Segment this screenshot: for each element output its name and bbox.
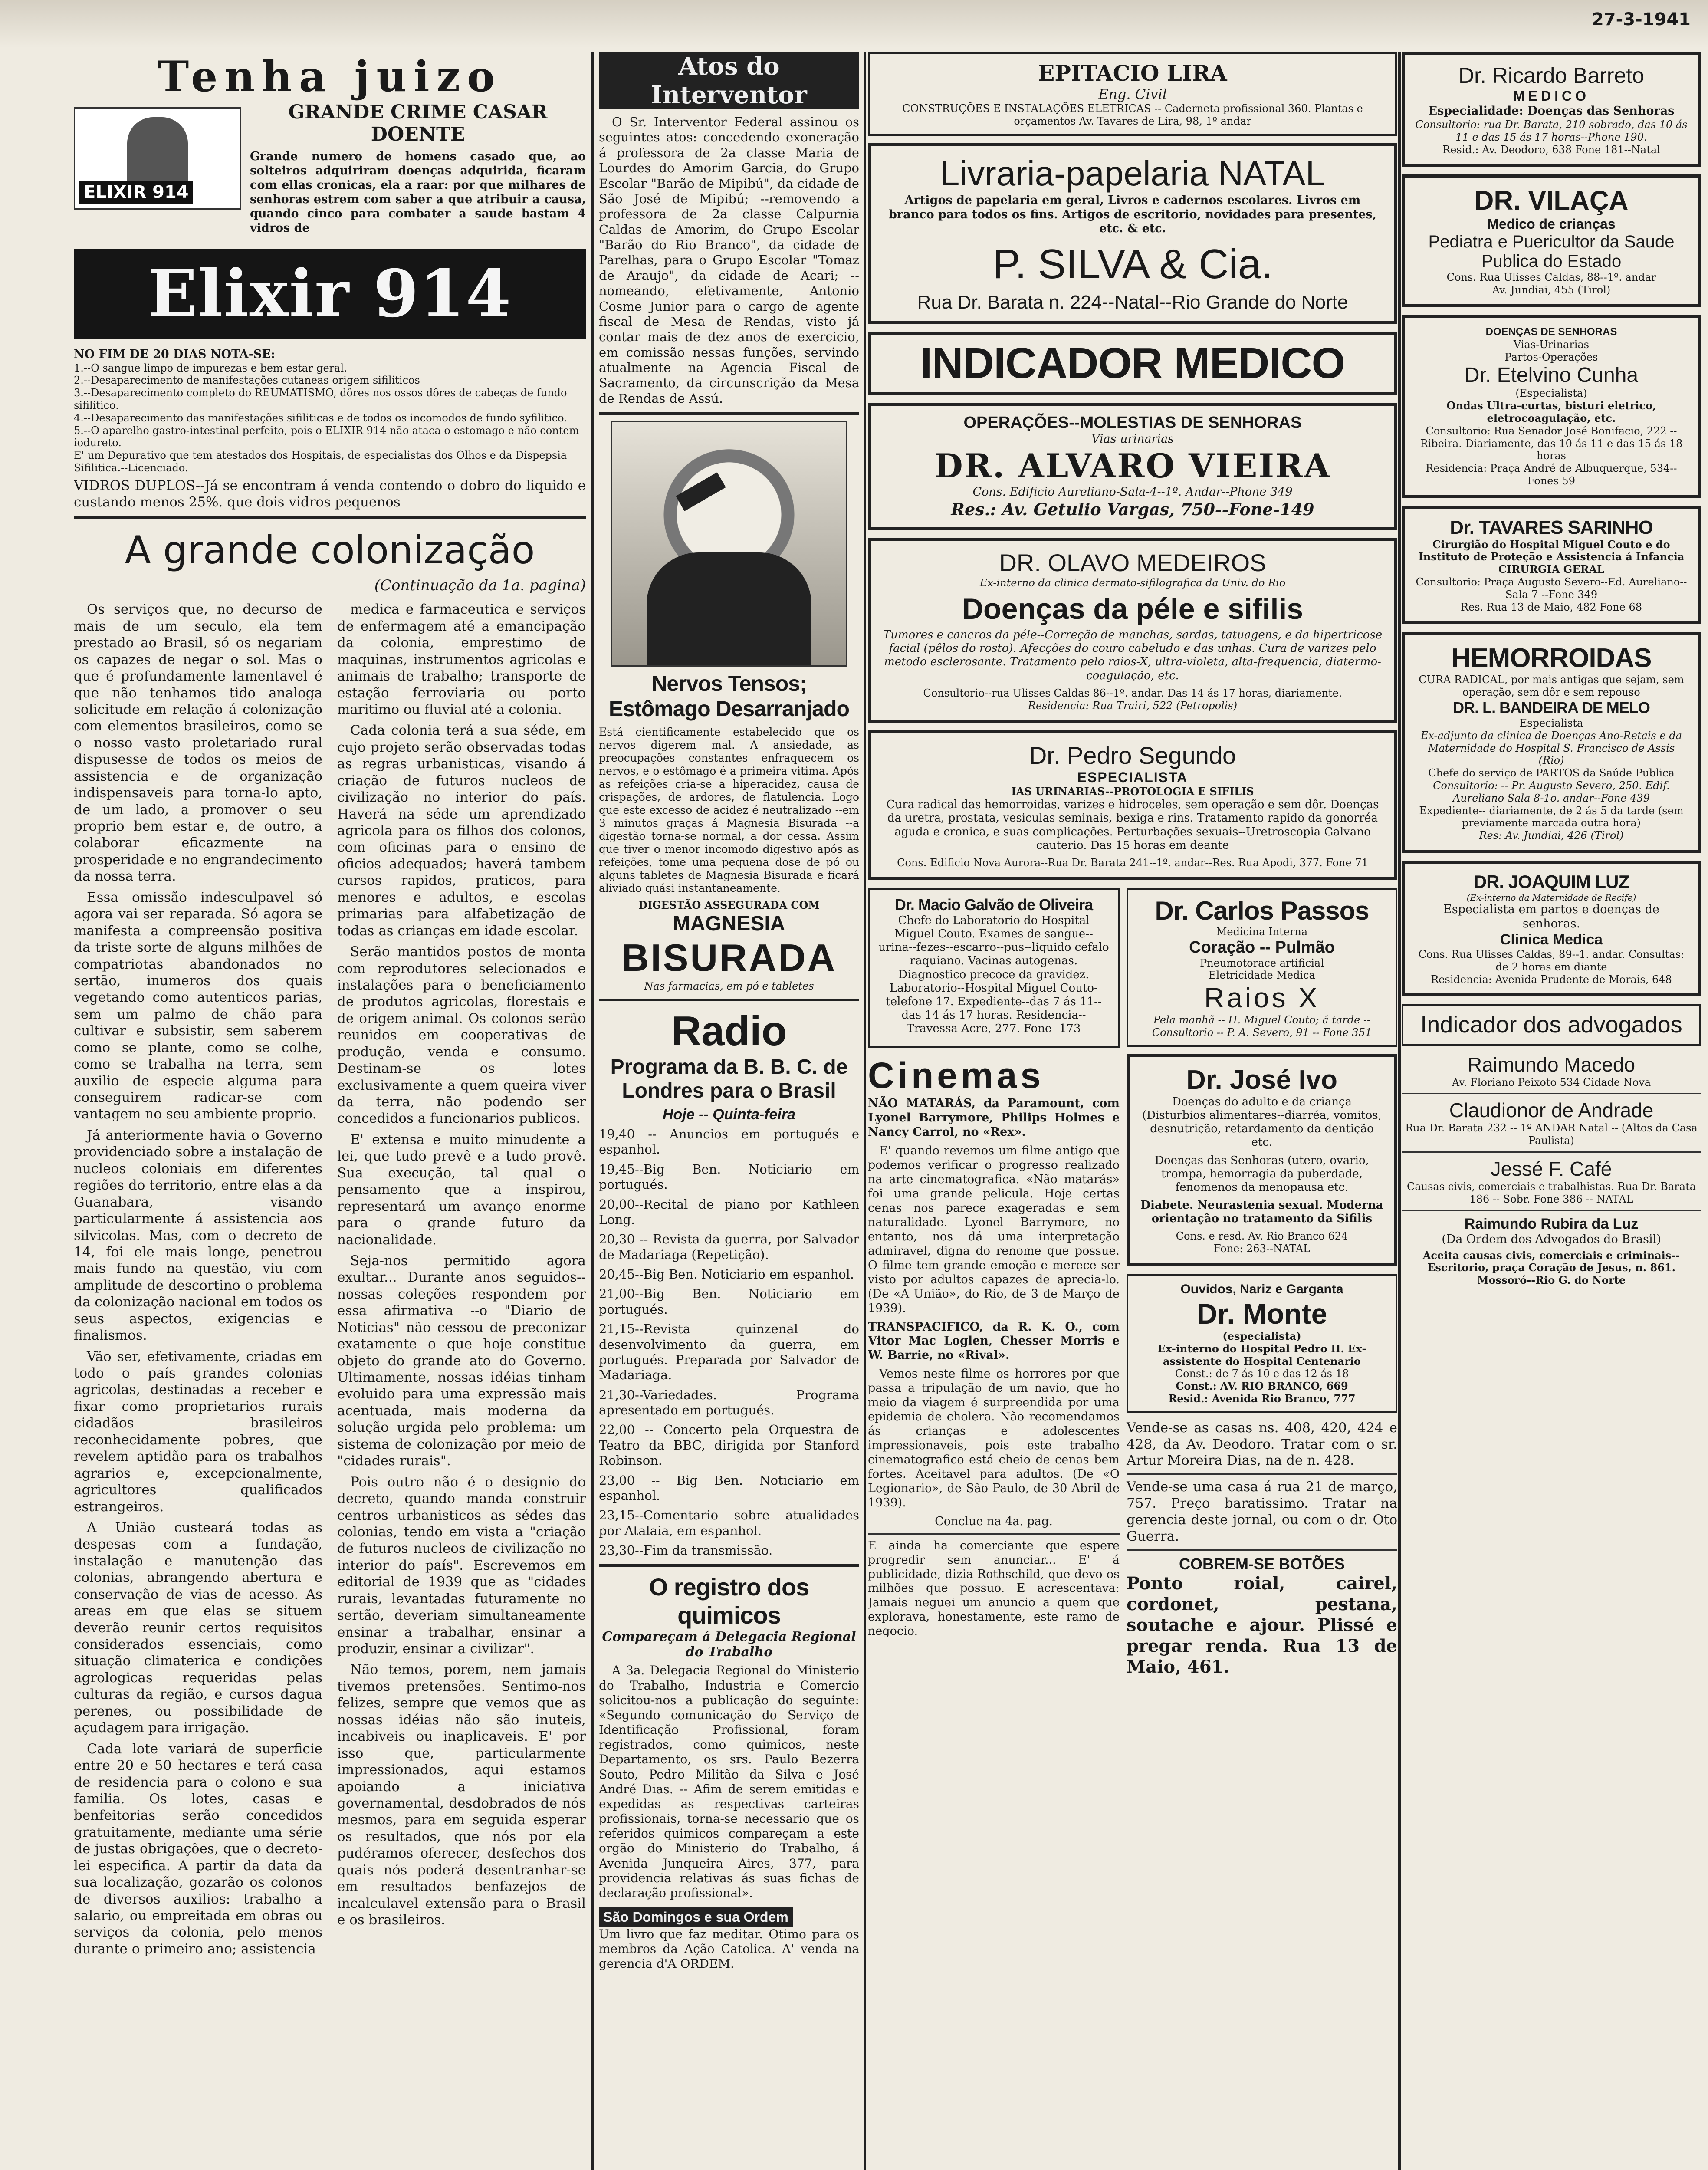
lawyer-name: Raimundo Macedo: [1467, 1053, 1636, 1076]
sarinho-cons: Consultorio: Praça Augusto Severo--Ed. Aureliano--Sala 7 --Fone 349: [1416, 576, 1687, 601]
article-paragraph: Essa omissão indesculpavel só agora vai ser reparada. Só agora se manifesta a compreensão positiva da triste sorte de alguns milhões de compatriotas abandonados no sertão, inumeros dos quais vegetando como autenticos parias, sem um palmo de chão para cultivar e subsistir, sem saberem como se plante, como se colhe, como se trabalha na terra, sem auxilio de especie alguma para conseguirem radicar-se com vantagem no seu ambiente proprio.: [74, 889, 322, 1122]
radio-day: Hoje -- Quinta-feira: [662, 1106, 796, 1123]
elixir-sub2: DOENTE: [371, 123, 465, 145]
book-box-title: São Domingos e sua Ordem: [599, 1907, 793, 1927]
list-item: 21,15--Revista quinzenal do desenvolvimento da guerra, em portugués. Preparada por Salvador de Madariaga.: [599, 1322, 859, 1383]
divider: [1402, 1093, 1701, 1094]
sarinho-name: Dr. TAVARES SARINHO: [1450, 516, 1653, 538]
hemorroidas-name: DR. L. BANDEIRA DE MELO: [1453, 699, 1650, 717]
monte-cons: Const.: de 7 ás 10 e das 12 ás 18: [1175, 1368, 1349, 1380]
elixir-badge: ELIXIR 914: [79, 181, 193, 204]
pedro-name: Dr. Pedro Segundo: [1029, 742, 1236, 769]
vilaca-text: Pediatra e Puericultor da Saude Publica do Estado: [1428, 232, 1675, 271]
passos-text: Pela manhã -- H. Miguel Couto; á tarde -- Consultorio -- P. A. Severo, 91 -- Fone 351: [1152, 1014, 1372, 1039]
list-item: 23,15--Comentario sobre atualidades por Atalaia, em espanhol.: [599, 1508, 859, 1538]
alvaro-spec: OPERAÇÕES--MOLESTIAS DE SENHORAS: [963, 414, 1302, 432]
article-paragraph: Cada colonia terá a sua séde, em cujo projeto serão observadas todas as regras urbanisticas, visando á criação de futuros nucleos de civilização no interior do país. Haverá na séde um aprendizado agricola para os filhos dos colonos, com oficinas para o ensino de oficios adequados; haverá tambem cursos rapidos, praticos, para menores e adultos, e escolas primarias para alfabetização de todas as crianças em idade escolar.: [337, 723, 586, 939]
epitacio-card: [868, 52, 1397, 136]
hemorroidas-chefe: Chefe do serviço de PARTOS da Saúde Publica: [1428, 767, 1675, 779]
ivo-name: Dr. José Ivo: [1186, 1065, 1338, 1095]
luz-card: [1402, 861, 1701, 996]
ricardo-card: [1402, 52, 1701, 167]
epitacio-text: CONSTRUÇÕES E INSTALAÇÕES ELETRICAS -- Caderneta profissional 360. Plantas e orçamentos Av. Tavares de Lira, 98, 1º andar: [902, 102, 1363, 127]
page-date: 27-3-1941: [1591, 10, 1691, 30]
monte-spec: Ouvidos, Nariz e Garganta: [1180, 1282, 1343, 1297]
alvaro-name: DR. ALVARO VIEIRA: [934, 447, 1331, 486]
man-on-phone-illustration: [611, 421, 847, 667]
quimicos-subtitle: Compareçam á Delegacia Regional do Trabalho: [602, 1629, 856, 1660]
hemorroidas-text2: Ex-adjunto da clinica de Doenças Ano-Retais e da Maternidade do Hospital S. Francisco de Assis (Rio): [1420, 729, 1682, 767]
radio-subtitle: Programa da B. B. C. de Londres para o Brasil: [610, 1055, 848, 1102]
passos-raios: Raios X: [1204, 982, 1320, 1014]
quimicos-body: A 3a. Delegacia Regional do Ministerio do Trabalho, Industria e Comercio solicitou-nos a publicação do seguinte: «Segundo comunicação do Serviço de Identificação Profissional, foram registrados, como quimicos, neste Departamento, os srs. Paulo Bezerra Souto, Pedro Militão da Silva e José André Dias. -- Afim de serem emitidas e expedidas as respectivas carteiras profissionais, torna-se necessario que os referidos quimicos compareçam a este orgão do Ministerio do Trabalho, á Avenida Junqueira Aires, 377, para providencia relativas ás suas fichas de declaração profissional».: [599, 1663, 859, 1900]
radio-title: Radio: [671, 1007, 787, 1054]
divider: [1402, 1151, 1701, 1153]
livraria-firm: P. SILVA & Cia.: [992, 241, 1273, 288]
interventor-body: O Sr. Interventor Federal assinou os seguintes atos: concedendo exoneração á professora de 2a classe Maria de Lourdes do Amorim Garcia, do Grupo Escolar "Barão de Mipibú", da cidade de São José de Mipibú; --removendo a professora de 2a classe Calpurnia Caldas de Amorim, do Grupo Escolar "Barão do Rio Branco", da cidade de Parelhas, para o Grupo Escolar "Tomaz de Araujo", da cidade de Acari; --nomeando, efetivamente, Antonio Cosme Junior para o cargo de agente fiscal de Mesa de Rendas, visto já contar mais de dez anos de exercicio, em comissão nessas funções, servindo atualmente na Agencia Fiscal de Sacramento, da circunscrição da Mesa de Rendas de Assú.: [599, 115, 859, 406]
alvaro-card: [868, 403, 1397, 530]
column-left: [74, 52, 586, 2170]
ricardo-role: MEDICO: [1513, 88, 1590, 104]
olavo-heading: Doenças da péle e sifilis: [962, 592, 1304, 626]
ad-brand-1: MAGNESIA: [673, 912, 785, 935]
livraria-ad: [868, 143, 1397, 325]
sarinho-card: [1402, 506, 1701, 625]
quimicos-section: [599, 1573, 859, 1971]
divider: [599, 999, 859, 1001]
ricardo-res: Resid.: Av. Deodoro, 638 Fone 181--Natal: [1442, 143, 1660, 156]
passos-line2: Eletricidade Medica: [1209, 969, 1315, 982]
article-paragraph: medica e farmaceutica e serviços de enfermagem até a emancipação da colonia, emprestimo de maquinas, instrumentos agricolas e animais de trabalho; transporte de estação ferroviaria ou porto maritimo ou fluvial até a colonia.: [337, 602, 586, 717]
alvaro-spec2: Vias urinarias: [1091, 432, 1174, 446]
list-item: 21,30--Variedades. Programa apresentado em portugués.: [599, 1387, 859, 1418]
article-paragraph: Já anteriormente havia o Governo providenciado sobre a instalação de nucleos coloniais em diferentes regiões do territorio, entre elas a da Guanabara, visando particularmente á assistencia aos silvicolas. Mas, com o decreto de 14, foi ele mais longe, penetrou mais fundo na questão, viu com amplitude de descortino o problema da colonização nacional em todos os seus aspectos, exigencias e finalismos.: [74, 1127, 322, 1344]
article-paragraph: A União custeará todas as despesas com a fundação, instalação e manutenção das colonias, abrangendo abertura e conservação de vias de acesso. As areas em que elas se situem deverão reunir certos requisitos considerados essenciais, como situação climaterica e condições agrologicas requeridas pelas culturas da região, e cursos dagua perenes, ou possibilidade de açudagem para irrigação.: [74, 1519, 322, 1736]
telephone-icon: [676, 472, 726, 511]
quimicos-title: O registro dos quimicos: [649, 1573, 809, 1629]
vilaca-spec: Medico de crianças: [1487, 216, 1616, 232]
etelvino-res: Residencia: Praça André de Albuquerque, 534--Fones 59: [1426, 462, 1677, 487]
luz-spec: Especialista em partos e doenças de senhoras.: [1443, 903, 1659, 930]
lawyer-last: Aceita causas civis, comerciais e criminais--Escritorio, praça Coração de Jesus, n. 861. Mossoró--Rio G. do Norte: [1422, 1249, 1680, 1287]
olavo-res: Residencia: Rua Trairi, 522 (Petropolis): [1028, 699, 1238, 712]
pedro-spec2: IAS URINARIAS--PROTOLOGIA E SIFILIS: [1011, 785, 1254, 798]
monte-name: Dr. Monte: [1196, 1298, 1327, 1330]
list-item: 20,00--Recital de piano por Kathleen Long.: [599, 1197, 859, 1227]
livraria-title: Livraria-papelaria NATAL: [940, 154, 1325, 193]
hemorroidas-spec: Especialista: [1519, 717, 1583, 730]
column-rule: [864, 52, 866, 2170]
elixir-list-title: NO FIM DE 20 DIAS NOTA-SE:: [74, 347, 275, 361]
elixir-list: [74, 362, 586, 474]
divider: [599, 1564, 859, 1567]
ricardo-spec: Especialidade: Doenças das Senhoras: [1428, 104, 1675, 118]
sarinho-text: Cirurgião do Hospital Miguel Couto e do Instituto de Proteção e Assistencia á Infancia: [1418, 538, 1685, 563]
ad-body: Está cientificamente estabelecido que os nervos digerem mal. A ansiedade, as preocupações constantes enfraquecem os nervos, e o estômago é a primeira vitima. Após as refeições cria-se a hiperacidez, causa de crispações, de ardores, de flatulencia. Logo que este excesso de acidez é neutralizado --em 3 minutos graças á Magnesia Bisurada --a digestão torna-se normal, a dor cessa. Assim que tiver o menor incomodo digestivo após as refeições, tome uma pequena dose de pó ou alguns tabletes de Magnesia Bisurada e ficará aliviado quási instantaneamente.: [599, 726, 859, 895]
ad-tag: DIGESTÃO ASSEGURADA COM: [638, 899, 820, 912]
vende-ad-2: Vende-se uma casa á rua 21 de março, 757. Preço baratissimo. Tratar na gerencia deste jornal, ou com o dr. Oto Guerra.: [1127, 1479, 1397, 1544]
list-item: 20,45--Big Ben. Noticiario em espanhol.: [599, 1267, 854, 1282]
hemorroidas-res: Res: Av. Jundiai, 426 (Tirol): [1479, 829, 1624, 842]
list-item: 23,00 -- Big Ben. Noticiario em espanhol.: [599, 1473, 859, 1503]
column-right: [1402, 52, 1701, 2170]
botoes-title: COBREM-SE BOTÕES: [1179, 1555, 1345, 1573]
article-paragraph: E' extensa e muito minudente a lei, que tudo prevê e a tudo provê. Sua execução, tal qual o pensamento que a inspirou, representará um avanço enorme para o grande futuro da nacionalidade.: [337, 1131, 586, 1248]
olavo-cons: Consultorio--rua Ulisses Caldas 86--1º. andar. Das 14 ás 17 horas, diariamente.: [923, 687, 1342, 699]
etelvino-cons: Consultorio: Rua Senador José Bonifacio, 222 -- Ribeira. Diariamente, das 10 ás 11 e das 15 ás 18 horas: [1420, 424, 1683, 462]
elixir-heading: Tenha juizo: [158, 52, 502, 101]
ricardo-name: Dr. Ricardo Barreto: [1458, 63, 1644, 88]
livraria-text: Artigos de papelaria em geral, Livros e cadernos escolares. Livros em branco para todos os fins. Artigos de escritorio, novidades para presentes, etc. & etc.: [889, 193, 1376, 236]
ad-brand-2: BISURADA: [621, 936, 837, 979]
vilaca-name: DR. VILAÇA: [1474, 186, 1629, 216]
list-item: 5.--O aparelho gastro-intestinal perfeito, pois o ELIXIR 914 não ataca o estomago e não contem iodureto.: [74, 424, 579, 449]
ricardo-cons: Consultorio: rua Dr. Barata, 210 sobrado, das 10 ás 11 e das 15 ás 17 horas--Phone 190.: [1415, 118, 1688, 143]
advogados-title: Indicador dos advogados: [1420, 1012, 1682, 1038]
doctor-row: [868, 888, 1397, 1682]
list-item: 2.--Desaparecimento de manifestações cutaneas origem sifiliticos: [74, 374, 420, 387]
luz-res: Residencia: Avenida Prudente de Morais, 648: [1431, 973, 1672, 986]
pedro-card: [868, 730, 1397, 880]
sarinho-res: Res. Rua 13 de Maio, 482 Fone 68: [1461, 601, 1642, 613]
galvao-card: [868, 888, 1120, 1048]
list-item: 3.--Desaparecimento completo do REUMATISMO, dôres nos ossos dôres de cabeças de fundo sifilitico.: [74, 387, 567, 411]
vilaca-card: [1402, 174, 1701, 307]
list-item: 21,00--Big Ben. Noticiario em portugués.: [599, 1286, 859, 1317]
hemorroidas-title: HEMORROIDAS: [1451, 643, 1652, 674]
elixir-ad: [74, 52, 586, 510]
ad-foot: Nas farmacias, em pó e tabletes: [644, 980, 814, 992]
passos-spec: Medicina Interna: [1216, 925, 1308, 938]
article-subtitle: (Continuação da 1a. pagina): [374, 577, 586, 595]
luz-cons: Cons. Rua Ulisses Caldas, 89--1. andar. Consultas: de 2 horas em diante: [1418, 948, 1685, 973]
botoes-text: Ponto roial, cairel, cordonet, pestana, soutache e ajour. Plissé e pregar renda. Rua 13 de Maio, 461.: [1127, 1573, 1397, 1677]
rothschild-text: E ainda ha comerciante que espere progredir sem anunciar... E' á publicidade, dizia Rothschild, que devo os milhões que possuo. E acrescentava: Jamais neguei um anuncio a quem que explorava, honestamente, este ramo de negocio.: [868, 1539, 1120, 1638]
article-paragraph: Vão ser, efetivamente, criadas em todo o país grandes colonias agricolas, destinadas a receber e fixar como proprietarios rurais cidadãos brasileiros reconhecidamente pobres, que revelem aptidão para os trabalhos agrarios e, excepcionalmente, agricultores qualificados estrangeiros.: [74, 1348, 322, 1515]
figure-icon: [127, 117, 188, 187]
elixir-closing: VIDROS DUPLOS--Já se encontram á venda contendo o dobro do liquido e custando menos 25%. que dois vidros pequenos: [74, 477, 586, 510]
lawyer-name: Raimundo Rubira da Luz: [1464, 1215, 1639, 1232]
list-item: 1.--O sangue limpo de impurezas e bem estar geral.: [74, 362, 347, 374]
lawyer-addr: Av. Floriano Peixoto 534 Cidade Nova: [1452, 1076, 1651, 1088]
column-rule: [591, 52, 594, 2170]
galvao-text: Chefe do Laboratorio do Hospital Miguel Couto. Exames de sangue--urina--fezes--escarro--pus--liquido cefalo raquiano. Vacinas autogenas. Diagnostico precoce da gravidez. Laboratorio--Hospital Miguel Couto-telefone 17. Expediente--das 7 ás 11--das 14 ás 17 horas. Residencia--Travessa Acre, 277. Fone--173: [878, 914, 1109, 1036]
article-paragraph: Seja-nos permitido agora exultar... Durante anos seguidos--nossas coleções respondem por essa afirmativa --o "Diario de Noticias" não cessou de preconizar exatamente o que hoje constitue objeto do grande ato do Governo. Ultimamente, nossas idéias tinham evoluido para uma expressão mais acentuada, mais moderna da solução urgida pelo problema: um sistema de colonização por meio de "cidades rurais".: [337, 1253, 586, 1469]
article-body: [74, 601, 586, 1957]
etelvino-spec: DOENÇAS DE SENHORAS: [1485, 326, 1617, 338]
film-review: Vemos neste filme os horrores por que passa a tripulação de um navio, que ho meio da viagem é surpreendida por uma epidemia de cholera. Não recomendamos ás crianças e adolescentes impressionaveis, pois este trabalho cinematografico está cheio de cenas bem fortes. Aceitavel para adultos. (De «O Legionario», de São Paulo, de 30 Abril de 1939).: [868, 1367, 1120, 1509]
article-paragraph: Cada lote variará de superficie entre 20 e 50 hectares e terá casa de residencia para o colono e sua familia. Os lotes, casas e benfeitorias serão concedidos gratuitamente, mediante uma série de justas obrigações, que o decreto-lei especifica. A partir da data da sua localização, gozarão os colonos de diversos auxilios: trabalho a salario, ou empreitada em obras ou serviços da colonia, pelo menos durante o primeiro ano; assistencia: [74, 1741, 322, 1957]
column-center-right: [868, 52, 1397, 2170]
scan-edge-top: [0, 0, 1708, 48]
olavo-name: DR. OLAVO MEDEIROS: [999, 549, 1266, 577]
advogados-list: [1402, 1053, 1701, 1287]
luz-clin: Clinica Medica: [1500, 931, 1603, 948]
divider: [599, 412, 859, 415]
row-right: [1127, 888, 1397, 1682]
advogados-heading-box: [1402, 1004, 1701, 1046]
article-title: A grande colonização: [125, 528, 535, 573]
pedro-text: Cura radical das hemorroidas, varizes e hidroceles, sem operação e sem dôr. Doenças da uretra, prostata, vesiculas seminais, bexiga e rins. Tratamento rapido da gonorréa aguda e cronica, e suas complicações. Perturbações sexuais--Uretroscopia Galvano cauterio. Das 15 horas em deante: [886, 798, 1379, 852]
divider: [1402, 1210, 1701, 1211]
olavo-text: Tumores e cancros da péle--Correção de manchas, sardas, tatuagens, e da hipertricose facial (pêlos do rosto). Afecções do couro cabeludo e das unhas. Cura de varizes pelo metodo esclerosante. Tratamento pelo raios-X, ultra-violeta, alta-frequencia, diatermo-coagulação, etc.: [883, 628, 1383, 682]
article-paragraph: Não temos, porem, nem jamais tivemos pretensões. Sentimo-nos felizes, sempre que vemos que as nossas idéias não são inuteis, incabiveis ou inaplicaveis. E' por isso que, particularmente impressionados, aqui estamos apoiando a iniciativa governamental, desdobrados de nós mesmos, para em seguida esperar os resultados, que nós por ela pudéramos oferecer, desfechos dos quais nós poderá desentranhar-se em resultados benfazejos de incalculavel extensão para o Brasil e os brasileiros.: [337, 1662, 586, 1928]
film-review: E' quando revemos um filme antigo que podemos verificar o progresso realizado na arte cinematografica. «Não matarás» foi uma grande pelicula. Hoje certas cenas nos parece exageradas e sem naturalidade. Lyonel Barrymore, no entanto, nos dá uma interpretação admiravel, digna do renome que possue. O filme tem grande emoção e merece ser visto por adultos capazes de aprecia-lo. (De «A União», do Rio, de 3 de Março de 1939).: [868, 1144, 1120, 1315]
figure-suit-icon: [647, 552, 811, 665]
film-entry: NÃO MATARÁS, da Paramount, com Lyonel Barrymore, Philips Holmes e Nancy Carrol, no «Rex».: [868, 1097, 1120, 1139]
elixir-sub1: GRANDE CRIME CASAR: [288, 101, 548, 123]
hemorroidas-exp: Expediente-- diariamente, de 2 ás 5 da tarde (sem previamente marcada outra hora): [1419, 804, 1684, 829]
luz-name: DR. JOAQUIM LUZ: [1473, 871, 1629, 892]
lawyer-name: Jessé F. Café: [1491, 1157, 1612, 1180]
lawyer-addr: Causas civis, comerciais e trabalhistas. Rua Dr. Barata 186 -- Sobr. Fone 386 -- NATAL: [1406, 1180, 1696, 1205]
etelvino-name: Dr. Etelvino Cunha: [1464, 364, 1639, 387]
row-left: [868, 888, 1120, 1682]
divider: [868, 1533, 1120, 1535]
passos-line1: Pneumotorace artificial: [1200, 957, 1324, 969]
alvaro-res: Res.: Av. Getulio Vargas, 750--Fone-149: [951, 500, 1314, 519]
etelvino-role: (Especialista): [1515, 387, 1587, 400]
monte-sub: (especialista): [1222, 1330, 1301, 1343]
divider: [1127, 1549, 1397, 1551]
ivo-card: [1127, 1054, 1397, 1266]
list-item: E' um Depurativo que tem atestados dos Hospitais, de especialistas dos Olhos e da Dispepsia Sifilitica.--Licenciado.: [74, 449, 567, 474]
lawyer-name: Claudionor de Andrade: [1449, 1099, 1654, 1122]
hemorroidas-card: [1402, 632, 1701, 853]
hemorroidas-text: CURA RADICAL, por mais antigas que sejam, sem operação, sem dôr e sem repouso: [1419, 674, 1684, 699]
monte-card: [1127, 1274, 1397, 1413]
list-item: 4.--Desaparecimento das manifestações sifiliticas e de todos os incomodos de fundo syfilitico.: [74, 411, 567, 424]
article-colonizacao: [74, 528, 586, 1957]
olavo-title: Ex-interno da clinica dermato-sifilografica da Univ. do Rio: [979, 577, 1286, 589]
vilaca-cons: Cons. Rua Ulisses Caldas, 88--1º. andar: [1446, 271, 1656, 284]
magnesia-ad: [599, 421, 859, 993]
epitacio-name: EPITACIO LIRA: [1038, 60, 1227, 86]
cinemas-title: Cinemas: [868, 1055, 1045, 1096]
article-paragraph: Pois outro não é o designio do decreto, quando manda construir centros urbanisticos as sédes das colonias, tendo em vista a "criação de futuros nucleos de civilização no interior do país". Escrevemos em editorial de 1939 que as "cidades rurais, levantadas futuramente no sertão, deveriam simultaneamente ensinar a trabalhar, ensinar a produzir, ensinar a civilizar".: [337, 1474, 586, 1657]
ivo-fone: Fone: 263--NATAL: [1213, 1243, 1311, 1255]
monte-res: Resid.: Avenida Rio Branco, 777: [1168, 1392, 1356, 1405]
cinemas-conclude: Conclue na 4a. pag.: [935, 1514, 1053, 1528]
etelvino-line2: Partos-Operações: [1504, 351, 1598, 363]
lawyer-addr: Rua Dr. Barata 232 -- 1º ANDAR Natal -- (Altos da Casa Paulista): [1405, 1122, 1698, 1147]
etelvino-ondas: Ondas Ultra-curtas, bisturi eletrico, eletrocoagulação, etc.: [1446, 399, 1656, 424]
olavo-card: [868, 538, 1397, 723]
cinemas-section: [868, 1055, 1120, 1639]
elixir-illustration: [74, 107, 241, 210]
pedro-spec: ESPECIALISTA: [1077, 769, 1188, 786]
vilaca-res: Av. Jundiai, 455 (Tirol): [1492, 284, 1611, 296]
column-center-left: [599, 52, 859, 2170]
indicador-medico-heading: INDICADOR MEDICO: [868, 332, 1397, 395]
monte-text: Ex-interno do Hospital Pedro II. Ex-assistente do Hospital Centenario: [1157, 1342, 1366, 1368]
interventor-heading: Atos do Interventor: [599, 52, 859, 109]
passos-card: [1127, 888, 1397, 1047]
divider: [1127, 1473, 1397, 1475]
pedro-cons: Cons. Edificio Nova Aurora--Rua Dr. Barata 241--1º. andar--Res. Rua Apodi, 377. Fone 71: [897, 856, 1368, 869]
alvaro-cons: Cons. Edificio Aureliano-Sala-4--1º. Andar--Phone 349: [972, 485, 1293, 499]
galvao-name: Dr. Macio Galvão de Oliveira: [894, 895, 1093, 914]
luz-sub: (Ex-interno da Maternidade de Recife): [1466, 892, 1636, 903]
list-item: 19,40 -- Anuncios em portugués e espanhol.: [599, 1127, 859, 1157]
list-item: 20,30 -- Revista da guerra, por Salvador de Madariaga (Repetição).: [599, 1232, 859, 1262]
film-entry: TRANSPACIFICO, da R. K. O., com Vitor Mac Loglen, Chesser Morris e W. Barrie, no «Rival».: [868, 1320, 1120, 1362]
radio-schedule: [599, 1127, 859, 1558]
list-item: 22,00 -- Concerto pela Orquestra de Teatro da BBC, dirigida por Stanford Robinson.: [599, 1422, 859, 1468]
column-rule: [1398, 52, 1401, 2170]
radio-section: [599, 1007, 859, 1558]
vende-ad-1: Vende-se as casas ns. 408, 420, 424 e 428, da Av. Deodoro. Tratar com o sr. Artur Moreira Dias, na de n. 428.: [1127, 1420, 1397, 1469]
list-item: 19,45--Big Ben. Noticiario em portugués.: [599, 1161, 859, 1192]
sarinho-spec: CIRURGIA GERAL: [1498, 563, 1605, 576]
passos-name: Dr. Carlos Passos: [1155, 896, 1369, 925]
elixir-banner: Elixir 914: [74, 249, 586, 339]
etelvino-card: [1402, 315, 1701, 498]
etelvino-line1: Vias-Urinarias: [1513, 338, 1590, 351]
ivo-text-1: Doenças do adulto e da criança (Disturbios alimentares--diarréa, vomitos, desnutrição, retardamento da dentição etc.: [1142, 1095, 1382, 1149]
livraria-address: Rua Dr. Barata n. 224--Natal--Rio Grande do Norte: [917, 292, 1348, 313]
ivo-text-2: Doenças das Senhoras (utero, ovario, trompa, hemorragia da puberdade, fenomenos da menopausa etc.: [1155, 1154, 1369, 1194]
lawyer-addr: (Da Ordem dos Advogados do Brasil): [1442, 1232, 1661, 1246]
ad-title-1: Nervos Tensos;: [651, 671, 807, 696]
article-paragraph: Serão mantidos postos de monta com reprodutores selecionados e instalações para o beneficiamento de produtos agricolas, florestais e de origem animal. Os colonos serão reunidos em cooperativas de produção, venda e consumo. Destinam-se os lotes exclusivamente a quem queira viver da terra, não podendo ser concedidos a funcionarios publicos.: [337, 944, 586, 1127]
book-box-body: Um livro que faz meditar. Otimo para os membros da Ação Catolica. A' venda na gerencia d'A ORDEM.: [599, 1927, 859, 1971]
ivo-cons: Cons. e resd. Av. Rio Branco 624: [1176, 1230, 1348, 1243]
list-item: 23,30--Fim da transmissão.: [599, 1543, 773, 1558]
elixir-intro: Grande numero de homens casado que, ao solteiros adquiriram doenças adquirida, ficaram com ellas cronicas, ela a raar: por que milhares de senhoras estrem com saber a que atribuir a causa, quando cinco para combater a saude bastam 4 vidros de: [250, 150, 586, 235]
epitacio-role: Eng. Civil: [1098, 86, 1167, 102]
ad-title-2: Estômago Desarranjado: [608, 697, 850, 721]
article-paragraph: Os serviços que, no decurso de mais de um seculo, ela tem prestado ao Brasil, só os negariam os capazes de negar o sol. Mas o que é profundamente lamentavel é que não tenhamos tido analoga solicitude em relação á colonização com elementos brasileiros, como se o nosso vasto proletariado rural dispusesse de todos os meios de assistencia e de organização indispensaveis para torna-lo apto, de um lado, a promover o seu proprio bem estar e, de outro, a colaborar eficazmente na prosperidade e no engrandecimento da nossa terra.: [74, 602, 322, 884]
divider: [74, 516, 586, 519]
passos-heading: Coração -- Pulmão: [1189, 938, 1335, 957]
monte-addr: Const.: AV. RIO BRANCO, 669: [1176, 1380, 1348, 1393]
ivo-text-3: Diabete. Neurastenia sexual. Moderna orientação no tratamento da Sifilis: [1140, 1199, 1383, 1226]
hemorroidas-cons: Consultorio: -- Pr. Augusto Severo, 250. Edif. Aureliano Sala 8-1o. andar--Fone 439: [1433, 779, 1670, 804]
